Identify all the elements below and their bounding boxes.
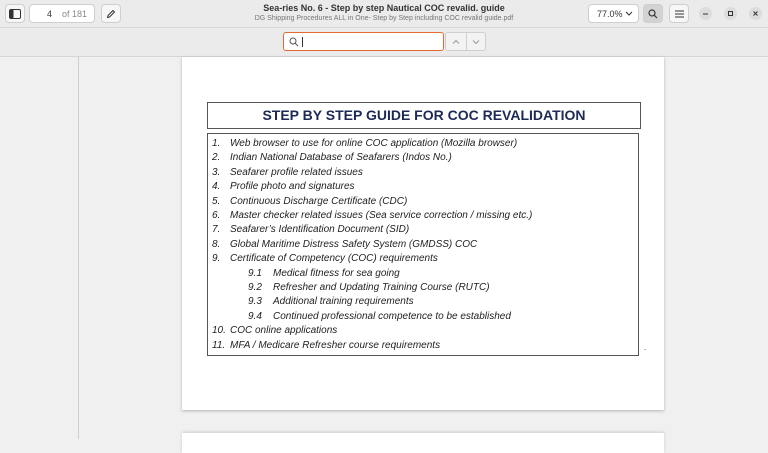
previous-result-button[interactable] [446,33,467,50]
find-bar [0,28,768,57]
main-menu-button[interactable] [669,4,689,23]
list-subitem: 9.3 Additional training requirements [248,296,414,308]
maximize-button[interactable] [724,7,737,20]
hamburger-icon [675,10,684,18]
stray-mark: . [644,343,647,352]
pdf-page [182,57,664,410]
window-title-area [210,3,558,24]
page-total: of 181 [62,9,88,19]
divider [78,57,79,439]
zoom-select[interactable] [588,4,639,23]
chevron-down-icon [471,38,481,46]
list-subitem: 9.2 Refresher and Updating Training Course (RUTC) [248,282,490,293]
list-item: 3. Seafarer profile related issues [212,166,363,178]
search-input[interactable] [306,34,436,49]
header-bar [0,0,768,28]
chevron-up-icon [451,38,461,46]
heading-box [207,102,641,129]
contents-list [207,133,639,356]
sidebar-icon [9,9,21,19]
list-item: 9. Certificate of Competency (COC) requirements [212,253,438,265]
list-subitem: 9.1 Medical fitness for sea going [248,267,400,279]
search-field[interactable] [283,32,444,51]
list-item: 1. Web browser to use for online COC application (Mozilla browser) [212,138,518,149]
next-pdf-page [182,433,664,453]
maximize-icon [727,10,734,17]
document-view[interactable] [0,57,768,439]
list-item: 10. COC online applications [212,325,338,337]
page-current[interactable]: 4 [46,9,52,19]
close-icon [752,10,759,17]
list-item: 6. Master checker related issues (Sea service correction / missing etc.) [212,210,533,221]
list-item: 5. Continuous Discharge Certificate (CDC) [212,195,408,207]
next-result-button[interactable] [466,33,486,50]
close-button[interactable] [749,7,762,20]
search-icon [289,37,299,47]
sidebar-toggle-button[interactable] [5,4,25,23]
minimize-button[interactable] [699,7,712,20]
window-title: Sea-ries No. 6 - Step by step Nautical COC revalid. guide [263,3,505,13]
list-item: 11. MFA / Medicare Refresher course requirements [212,339,441,351]
document-heading: STEP BY STEP GUIDE FOR COC REVALIDATION [262,107,586,123]
chevron-down-icon [625,8,633,18]
text-cursor [302,37,303,47]
page-number-field[interactable] [29,4,95,23]
minimize-icon [702,10,709,17]
list-subitem: 9.4 Continued professional competence to be established [248,310,511,322]
search-navigation [445,32,486,51]
search-icon [648,9,658,19]
search-toggle-button[interactable] [643,4,663,23]
pen-icon [106,9,116,19]
list-item: 7. Seafarer’s Identification Document (SID) [212,224,410,236]
list-item: 2. Indian National Database of Seafarers (Indos No.) [212,152,452,164]
list-item: 8. Global Maritime Distress Safety System (GMDSS) COC [212,238,478,250]
window-subtitle: DG Shipping Procedures ALL in One- Step by Step including COC revalid guide.pdf [254,15,514,22]
zoom-value: 77.0% [597,9,623,19]
list-item: 4. Profile photo and signatures [212,181,355,193]
annotate-button[interactable] [101,4,121,23]
